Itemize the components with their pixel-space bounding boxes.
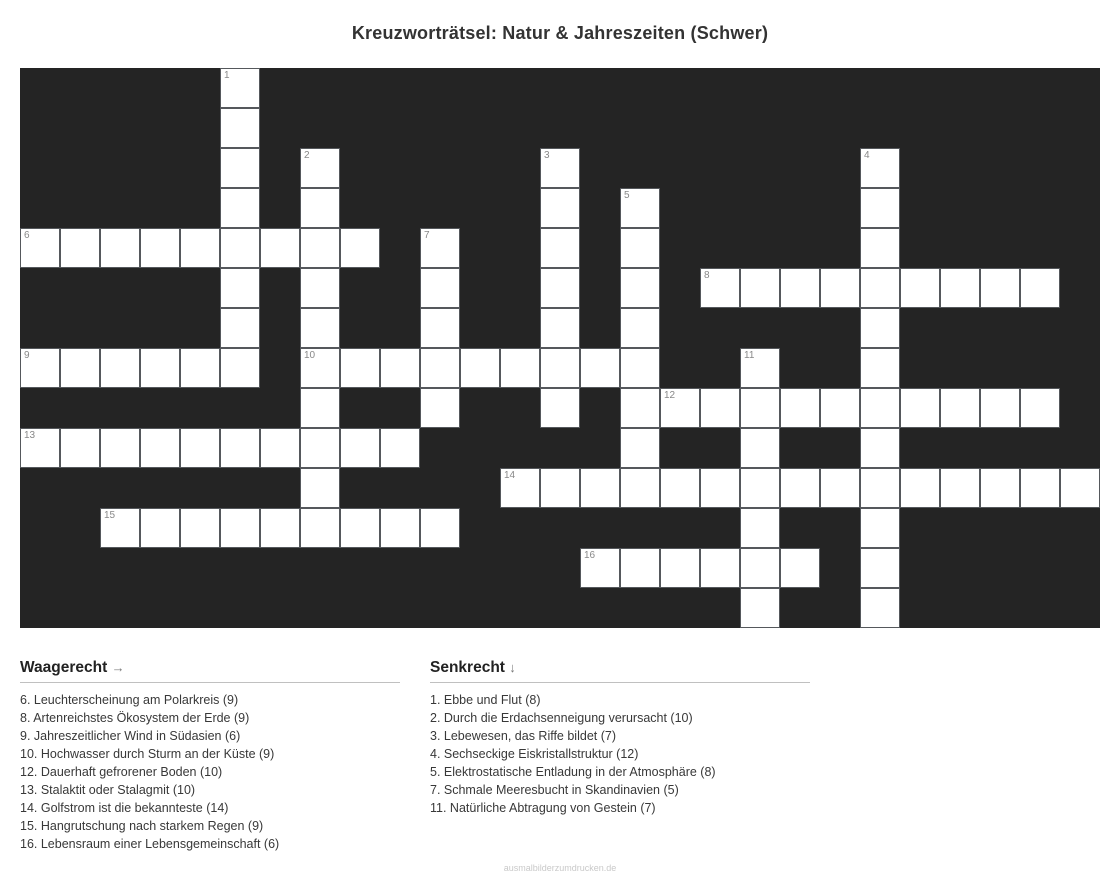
grid-cell-r4-c4[interactable] — [180, 228, 220, 268]
grid-cell-r12-c21[interactable] — [860, 548, 900, 588]
grid-cell-r4-c2[interactable] — [100, 228, 140, 268]
cell-number: 1 — [224, 70, 230, 81]
down-clue-item: 4. Sechseckige Eiskristallstruktur (12) — [430, 747, 639, 761]
grid-cell-r7-c11[interactable] — [460, 348, 500, 388]
down-clue-item: 1. Ebbe und Flut (8) — [430, 693, 541, 707]
grid-cell-r9-c21[interactable] — [860, 428, 900, 468]
cell-number: 12 — [664, 390, 676, 401]
grid-cell-r5-c5[interactable] — [220, 268, 260, 308]
grid-cell-r10-c21[interactable] — [860, 468, 900, 508]
grid-cell-r8-c15[interactable] — [620, 388, 660, 428]
grid-cell-r8-c16[interactable] — [660, 388, 700, 428]
down-clue-item: 3. Lebewesen, das Riffe bildet (7) — [430, 729, 616, 743]
cell-number: 7 — [424, 230, 430, 241]
grid-cell-r10-c19[interactable] — [780, 468, 820, 508]
grid-cell-r8-c19[interactable] — [780, 388, 820, 428]
grid-cell-r13-c18[interactable] — [740, 588, 780, 628]
cell-number: 15 — [104, 510, 116, 521]
right-arrow-icon: → — [111, 660, 125, 675]
grid-cell-r6-c21[interactable] — [860, 308, 900, 348]
grid-cell-r7-c2[interactable] — [100, 348, 140, 388]
grid-cell-r4-c6[interactable] — [260, 228, 300, 268]
cell-number: 9 — [24, 350, 30, 361]
grid-cell-r11-c2[interactable] — [100, 508, 140, 548]
footer-watermark: ausmalbilderzumdrucken.de — [503, 863, 617, 873]
grid-cell-r4-c10[interactable] — [420, 228, 460, 268]
grid-cell-r7-c3[interactable] — [140, 348, 180, 388]
grid-cell-r4-c0[interactable] — [20, 228, 60, 268]
grid-cell-r10-c23[interactable] — [940, 468, 980, 508]
grid-cell-r2-c7[interactable] — [300, 148, 340, 188]
grid-cell-r8-c13[interactable] — [540, 388, 580, 428]
across-clue-item: 9. Jahreszeitlicher Wind in Südasien (6) — [20, 729, 241, 743]
grid-cell-r7-c9[interactable] — [380, 348, 420, 388]
page-title: Kreuzworträtsel: Natur & Jahreszeiten (Schwer) — [351, 23, 769, 43]
grid-cell-r9-c18[interactable] — [740, 428, 780, 468]
grid-cell-r8-c22[interactable] — [900, 388, 940, 428]
across-clue-item: 8. Artenreichstes Ökosystem der Erde (9) — [20, 711, 250, 725]
grid-cell-r11-c8[interactable] — [340, 508, 380, 548]
grid-cell-r4-c7[interactable] — [300, 228, 340, 268]
cell-number: 3 — [544, 150, 550, 161]
grid-cell-r1-c5[interactable] — [220, 108, 260, 148]
grid-cell-r12-c18[interactable] — [740, 548, 780, 588]
grid-cell-r8-c17[interactable] — [700, 388, 740, 428]
grid-cell-r5-c18[interactable] — [740, 268, 780, 308]
grid-cell-r9-c9[interactable] — [380, 428, 420, 468]
grid-cell-r10-c18[interactable] — [740, 468, 780, 508]
grid-cell-r8-c18[interactable] — [740, 388, 780, 428]
grid-cell-r10-c22[interactable] — [900, 468, 940, 508]
across-clue-item: 6. Leuchterscheinung am Polarkreis (9) — [20, 693, 239, 707]
grid-cell-r5-c24[interactable] — [980, 268, 1020, 308]
grid-cell-r10-c24[interactable] — [980, 468, 1020, 508]
grid-cell-r5-c10[interactable] — [420, 268, 460, 308]
grid-cell-r11-c6[interactable] — [260, 508, 300, 548]
cell-number: 10 — [304, 350, 316, 361]
grid-cell-r11-c18[interactable] — [740, 508, 780, 548]
grid-cell-r11-c5[interactable] — [220, 508, 260, 548]
grid-cell-r2-c5[interactable] — [220, 148, 260, 188]
grid-cell-r13-c21[interactable] — [860, 588, 900, 628]
grid-cell-r4-c8[interactable] — [340, 228, 380, 268]
grid-cell-r5-c7[interactable] — [300, 268, 340, 308]
grid-cell-r6-c7[interactable] — [300, 308, 340, 348]
grid-cell-r5-c22[interactable] — [900, 268, 940, 308]
across-clue-item: 16. Lebensraum einer Lebensgemeinschaft (6) — [20, 837, 280, 851]
grid-cell-r10-c15[interactable] — [620, 468, 660, 508]
cell-number: 16 — [584, 550, 596, 561]
grid-cell-r9-c0[interactable] — [20, 428, 60, 468]
grid-cell-r5-c20[interactable] — [820, 268, 860, 308]
grid-cell-r4-c3[interactable] — [140, 228, 180, 268]
down-clue-list — [430, 691, 810, 817]
grid-cell-r11-c9[interactable] — [380, 508, 420, 548]
grid-cell-r4-c15[interactable] — [620, 228, 660, 268]
grid-cell-r6-c10[interactable] — [420, 308, 460, 348]
grid-cell-r9-c8[interactable] — [340, 428, 380, 468]
grid-cell-r10-c25[interactable] — [1020, 468, 1060, 508]
grid-cell-r4-c21[interactable] — [860, 228, 900, 268]
down-clue-item: 5. Elektrostatische Entladung in der Atmosphäre (8) — [430, 765, 716, 779]
grid-cell-r7-c5[interactable] — [220, 348, 260, 388]
grid-cell-r11-c7[interactable] — [300, 508, 340, 548]
grid-cell-r6-c5[interactable] — [220, 308, 260, 348]
grid-cell-r9-c6[interactable] — [260, 428, 300, 468]
grid-cell-r9-c1[interactable] — [60, 428, 100, 468]
grid-cell-r10-c26[interactable] — [1060, 468, 1100, 508]
grid-cell-r7-c13[interactable] — [540, 348, 580, 388]
grid-cell-r7-c8[interactable] — [340, 348, 380, 388]
grid-cell-r10-c12[interactable] — [500, 468, 540, 508]
grid-cell-r5-c21[interactable] — [860, 268, 900, 308]
down-heading — [430, 659, 810, 683]
grid-cell-r7-c10[interactable] — [420, 348, 460, 388]
cell-number: 11 — [744, 350, 755, 361]
grid-cell-r10-c20[interactable] — [820, 468, 860, 508]
grid-cell-r11-c3[interactable] — [140, 508, 180, 548]
grid-cell-r10-c13[interactable] — [540, 468, 580, 508]
cell-number: 2 — [304, 150, 310, 161]
across-heading-label: Waagerecht — [20, 659, 108, 676]
grid-cell-r7-c1[interactable] — [60, 348, 100, 388]
grid-cell-r9-c3[interactable] — [140, 428, 180, 468]
cell-number: 4 — [864, 150, 870, 161]
grid-cell-r10-c14[interactable] — [580, 468, 620, 508]
grid-cell-r12-c19[interactable] — [780, 548, 820, 588]
grid-cell-r3-c13[interactable] — [540, 188, 580, 228]
grid-cell-r11-c21[interactable] — [860, 508, 900, 548]
grid-cell-r5-c13[interactable] — [540, 268, 580, 308]
cell-number: 8 — [704, 270, 710, 281]
grid-cell-r12-c15[interactable] — [620, 548, 660, 588]
grid-cell-r7-c14[interactable] — [580, 348, 620, 388]
across-clue-list — [20, 691, 400, 853]
grid-cell-r10-c16[interactable] — [660, 468, 700, 508]
across-heading — [20, 659, 400, 683]
grid-cell-r12-c14[interactable] — [580, 548, 620, 588]
cell-number: 5 — [624, 190, 630, 201]
grid-cell-r7-c7[interactable] — [300, 348, 340, 388]
grid-cell-r6-c15[interactable] — [620, 308, 660, 348]
grid-cell-r7-c12[interactable] — [500, 348, 540, 388]
grid-cell-r7-c21[interactable] — [860, 348, 900, 388]
grid-cell-r5-c25[interactable] — [1020, 268, 1060, 308]
cell-number: 14 — [504, 470, 516, 481]
grid-cell-r9-c2[interactable] — [100, 428, 140, 468]
grid-cell-r8-c7[interactable] — [300, 388, 340, 428]
grid-cell-r12-c17[interactable] — [700, 548, 740, 588]
grid-cell-r3-c7[interactable] — [300, 188, 340, 228]
across-clue-item: 12. Dauerhaft gefrorener Boden (10) — [20, 765, 223, 779]
grid-cell-r8-c21[interactable] — [860, 388, 900, 428]
across-clue-item: 13. Stalaktit oder Stalagmit (10) — [20, 783, 196, 797]
grid-cell-r4-c1[interactable] — [60, 228, 100, 268]
grid-cell-r11-c4[interactable] — [180, 508, 220, 548]
down-heading-label: Senkrecht — [430, 659, 505, 676]
grid-cell-r5-c17[interactable] — [700, 268, 740, 308]
grid-cell-r2-c13[interactable] — [540, 148, 580, 188]
cell-number: 6 — [24, 230, 30, 241]
across-clues-section — [20, 659, 400, 853]
grid-cell-r12-c16[interactable] — [660, 548, 700, 588]
grid-cell-r7-c4[interactable] — [180, 348, 220, 388]
grid-cell-r5-c19[interactable] — [780, 268, 820, 308]
grid-cell-r9-c4[interactable] — [180, 428, 220, 468]
grid-cell-r3-c21[interactable] — [860, 188, 900, 228]
down-clues-section — [430, 659, 810, 817]
grid-cell-r8-c20[interactable] — [820, 388, 860, 428]
down-clue-item: 2. Durch die Erdachsenneigung verursacht (10) — [430, 711, 693, 725]
grid-cell-r11-c10[interactable] — [420, 508, 460, 548]
across-clue-item: 10. Hochwasser durch Sturm an der Küste (9) — [20, 747, 275, 761]
grid-cell-r8-c23[interactable] — [940, 388, 980, 428]
grid-cell-r10-c17[interactable] — [700, 468, 740, 508]
grid-cell-r4-c5[interactable] — [220, 228, 260, 268]
grid-cell-r10-c7[interactable] — [300, 468, 340, 508]
grid-cell-r7-c18[interactable] — [740, 348, 780, 388]
across-clue-item: 14. Golfstrom ist die bekannteste (14) — [20, 801, 229, 815]
cell-number: 13 — [24, 430, 36, 441]
grid-cell-r7-c15[interactable] — [620, 348, 660, 388]
down-clue-item: 7. Schmale Meeresbucht in Skandinavien (5) — [430, 783, 679, 797]
grid-cell-r3-c5[interactable] — [220, 188, 260, 228]
grid-cell-r5-c15[interactable] — [620, 268, 660, 308]
grid-cell-r8-c10[interactable] — [420, 388, 460, 428]
grid-cell-r8-c25[interactable] — [1020, 388, 1060, 428]
grid-cell-r4-c13[interactable] — [540, 228, 580, 268]
across-clue-item: 15. Hangrutschung nach starkem Regen (9) — [20, 819, 264, 833]
down-arrow-icon: ↓ — [509, 660, 516, 675]
down-clue-item: 11. Natürliche Abtragung von Gestein (7) — [430, 801, 656, 815]
grid-cell-r0-c5[interactable] — [220, 68, 260, 108]
grid-cell-r9-c7[interactable] — [300, 428, 340, 468]
grid-cell-r5-c23[interactable] — [940, 268, 980, 308]
grid-cell-r7-c0[interactable] — [20, 348, 60, 388]
crossword-grid — [20, 68, 1100, 628]
grid-cell-r9-c5[interactable] — [220, 428, 260, 468]
grid-cell-r3-c15[interactable] — [620, 188, 660, 228]
grid-cell-r6-c13[interactable] — [540, 308, 580, 348]
grid-cell-r9-c15[interactable] — [620, 428, 660, 468]
grid-cell-r2-c21[interactable] — [860, 148, 900, 188]
grid-cell-r8-c24[interactable] — [980, 388, 1020, 428]
